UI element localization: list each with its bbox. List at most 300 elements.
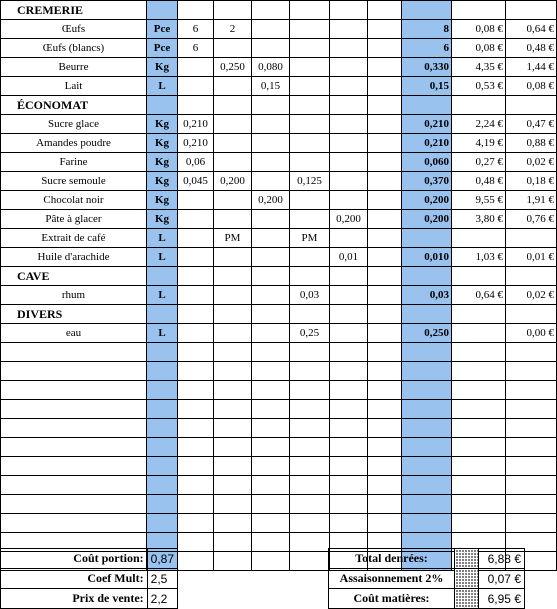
unit-price-cell[interactable] — [452, 343, 506, 362]
qty-cell[interactable] — [330, 476, 368, 495]
qty-cell[interactable] — [214, 96, 252, 115]
qty-cell[interactable] — [252, 514, 290, 533]
ingredient-name[interactable]: rhum — [1, 286, 147, 305]
qty-cell[interactable] — [178, 419, 214, 438]
qty-cell[interactable] — [214, 400, 252, 419]
unit-price-cell[interactable] — [452, 1, 506, 20]
qty-cell[interactable] — [330, 324, 368, 343]
name-cell[interactable] — [1, 362, 147, 381]
qty-cell[interactable] — [368, 286, 402, 305]
qty-cell[interactable] — [368, 419, 402, 438]
unit-price-cell[interactable] — [452, 514, 506, 533]
qty-cell[interactable] — [214, 362, 252, 381]
qty-cell[interactable] — [178, 533, 214, 552]
qty-cell[interactable]: 0,06 — [178, 153, 214, 172]
qty-cell[interactable] — [178, 495, 214, 514]
unit-price-cell[interactable] — [452, 381, 506, 400]
ingredient-name[interactable]: Lait — [1, 77, 147, 96]
qty-cell[interactable] — [290, 248, 330, 267]
qty-cell[interactable] — [178, 267, 214, 286]
unit-price-cell[interactable] — [452, 324, 506, 343]
qty-cell[interactable]: PM — [214, 229, 252, 248]
unit-price-cell[interactable] — [452, 419, 506, 438]
qty-cell[interactable] — [290, 153, 330, 172]
qty-cell[interactable] — [214, 533, 252, 552]
unit-cell[interactable] — [147, 96, 178, 115]
unit-cell[interactable] — [147, 381, 178, 400]
qty-cell[interactable] — [178, 191, 214, 210]
total-qty-cell[interactable]: 0,010 — [402, 248, 452, 267]
qty-cell[interactable] — [290, 343, 330, 362]
total-qty-cell[interactable]: 8 — [402, 20, 452, 39]
qty-cell[interactable] — [214, 134, 252, 153]
qty-cell[interactable]: 0,045 — [178, 172, 214, 191]
qty-cell[interactable] — [252, 134, 290, 153]
total-qty-cell[interactable] — [402, 381, 452, 400]
ingredient-name[interactable]: Extrait de café — [1, 229, 147, 248]
cost-cell[interactable]: 0,02 € — [506, 286, 557, 305]
unit-price-cell[interactable]: 3,80 € — [452, 210, 506, 229]
unit-cell[interactable]: Kg — [147, 134, 178, 153]
qty-cell[interactable] — [368, 514, 402, 533]
cost-cell[interactable] — [506, 267, 557, 286]
qty-cell[interactable]: 6 — [178, 39, 214, 58]
qty-cell[interactable]: 0,25 — [290, 324, 330, 343]
unit-price-cell[interactable]: 1,03 € — [452, 248, 506, 267]
qty-cell[interactable] — [178, 457, 214, 476]
unit-cell[interactable] — [147, 1, 178, 20]
qty-cell[interactable] — [252, 210, 290, 229]
cost-cell[interactable] — [506, 476, 557, 495]
unit-cell[interactable]: L — [147, 77, 178, 96]
qty-cell[interactable] — [330, 381, 368, 400]
name-cell[interactable] — [1, 419, 147, 438]
qty-cell[interactable] — [252, 343, 290, 362]
ingredient-name[interactable]: Pâte à glacer — [1, 210, 147, 229]
qty-cell[interactable] — [290, 1, 330, 20]
qty-cell[interactable] — [252, 39, 290, 58]
qty-cell[interactable] — [252, 476, 290, 495]
qty-cell[interactable]: 0,01 — [330, 248, 368, 267]
unit-price-cell[interactable]: 0,08 € — [452, 20, 506, 39]
qty-cell[interactable] — [290, 210, 330, 229]
name-cell[interactable] — [1, 457, 147, 476]
qty-cell[interactable]: 0,200 — [214, 172, 252, 191]
unit-cell[interactable] — [147, 267, 178, 286]
unit-cell[interactable]: Kg — [147, 153, 178, 172]
qty-cell[interactable] — [290, 134, 330, 153]
qty-cell[interactable] — [214, 495, 252, 514]
unit-price-cell[interactable] — [452, 438, 506, 457]
unit-price-cell[interactable]: 9,55 € — [452, 191, 506, 210]
qty-cell[interactable] — [330, 96, 368, 115]
qty-cell[interactable] — [368, 343, 402, 362]
cost-cell[interactable] — [506, 343, 557, 362]
qty-cell[interactable]: 2 — [214, 20, 252, 39]
qty-cell[interactable] — [290, 58, 330, 77]
qty-cell[interactable] — [178, 96, 214, 115]
qty-cell[interactable] — [368, 267, 402, 286]
cost-cell[interactable]: 1,91 € — [506, 191, 557, 210]
qty-cell[interactable] — [214, 77, 252, 96]
qty-cell[interactable] — [252, 362, 290, 381]
total-qty-cell[interactable]: 0,210 — [402, 115, 452, 134]
qty-cell[interactable] — [330, 153, 368, 172]
qty-cell[interactable] — [214, 419, 252, 438]
name-cell[interactable] — [1, 495, 147, 514]
qty-cell[interactable] — [214, 457, 252, 476]
qty-cell[interactable] — [252, 305, 290, 324]
unit-price-cell[interactable] — [452, 229, 506, 248]
qty-cell[interactable] — [178, 248, 214, 267]
unit-price-cell[interactable] — [452, 476, 506, 495]
qty-cell[interactable] — [290, 476, 330, 495]
total-qty-cell[interactable]: 0,370 — [402, 172, 452, 191]
qty-cell[interactable] — [178, 229, 214, 248]
qty-cell[interactable] — [178, 343, 214, 362]
unit-cell[interactable]: Pce — [147, 20, 178, 39]
qty-cell[interactable] — [330, 172, 368, 191]
qty-cell[interactable]: 0,200 — [252, 191, 290, 210]
qty-cell[interactable]: 6 — [178, 20, 214, 39]
qty-cell[interactable] — [178, 381, 214, 400]
total-qty-cell[interactable]: 0,03 — [402, 286, 452, 305]
cost-cell[interactable] — [506, 229, 557, 248]
qty-cell[interactable] — [368, 457, 402, 476]
qty-cell[interactable] — [290, 400, 330, 419]
total-qty-cell[interactable] — [402, 305, 452, 324]
name-cell[interactable] — [1, 514, 147, 533]
total-qty-cell[interactable]: 0,200 — [402, 210, 452, 229]
unit-price-cell[interactable]: 4,19 € — [452, 134, 506, 153]
qty-cell[interactable] — [214, 153, 252, 172]
qty-cell[interactable] — [252, 115, 290, 134]
cost-cell[interactable]: 0,18 € — [506, 172, 557, 191]
qty-cell[interactable] — [330, 343, 368, 362]
qty-cell[interactable] — [368, 153, 402, 172]
qty-cell[interactable] — [330, 400, 368, 419]
qty-cell[interactable] — [214, 191, 252, 210]
cost-cell[interactable]: 0,01 € — [506, 248, 557, 267]
qty-cell[interactable] — [214, 476, 252, 495]
name-cell[interactable] — [1, 381, 147, 400]
unit-cell[interactable] — [147, 400, 178, 419]
qty-cell[interactable] — [214, 305, 252, 324]
cost-cell[interactable] — [506, 400, 557, 419]
qty-cell[interactable]: 0,210 — [178, 115, 214, 134]
qty-cell[interactable] — [368, 20, 402, 39]
qty-cell[interactable]: 0,210 — [178, 134, 214, 153]
unit-price-cell[interactable]: 0,64 € — [452, 286, 506, 305]
cost-cell[interactable]: 0,08 € — [506, 77, 557, 96]
qty-cell[interactable] — [178, 362, 214, 381]
qty-cell[interactable] — [330, 1, 368, 20]
name-cell[interactable] — [1, 476, 147, 495]
qty-cell[interactable] — [290, 115, 330, 134]
unit-cell[interactable] — [147, 514, 178, 533]
qty-cell[interactable] — [330, 267, 368, 286]
qty-cell[interactable] — [368, 381, 402, 400]
qty-cell[interactable] — [368, 495, 402, 514]
qty-cell[interactable] — [178, 77, 214, 96]
ingredient-name[interactable]: Œufs (blancs) — [1, 39, 147, 58]
total-qty-cell[interactable]: 0,200 — [402, 191, 452, 210]
unit-price-cell[interactable] — [452, 96, 506, 115]
qty-cell[interactable] — [178, 1, 214, 20]
unit-cell[interactable] — [147, 419, 178, 438]
qty-cell[interactable]: 0,250 — [214, 58, 252, 77]
total-qty-cell[interactable] — [402, 1, 452, 20]
qty-cell[interactable] — [290, 438, 330, 457]
total-qty-cell[interactable] — [402, 419, 452, 438]
qty-cell[interactable] — [214, 514, 252, 533]
qty-cell[interactable] — [214, 248, 252, 267]
qty-cell[interactable]: 0,125 — [290, 172, 330, 191]
qty-cell[interactable] — [368, 172, 402, 191]
qty-cell[interactable] — [290, 305, 330, 324]
cost-cell[interactable]: 0,02 € — [506, 153, 557, 172]
qty-cell[interactable] — [214, 438, 252, 457]
ingredient-name[interactable]: Sucre glace — [1, 115, 147, 134]
qty-cell[interactable] — [290, 533, 330, 552]
ingredient-name[interactable]: Farine — [1, 153, 147, 172]
qty-cell[interactable] — [330, 495, 368, 514]
qty-cell[interactable] — [368, 438, 402, 457]
qty-cell[interactable] — [178, 476, 214, 495]
qty-cell[interactable] — [252, 229, 290, 248]
unit-price-cell[interactable] — [452, 495, 506, 514]
qty-cell[interactable] — [214, 286, 252, 305]
qty-cell[interactable] — [290, 419, 330, 438]
qty-cell[interactable] — [290, 362, 330, 381]
qty-cell[interactable] — [368, 324, 402, 343]
qty-cell[interactable] — [178, 552, 214, 571]
qty-cell[interactable] — [330, 39, 368, 58]
qty-cell[interactable] — [368, 229, 402, 248]
qty-cell[interactable] — [330, 77, 368, 96]
qty-cell[interactable] — [178, 400, 214, 419]
qty-cell[interactable] — [290, 457, 330, 476]
total-qty-cell[interactable]: 0,330 — [402, 58, 452, 77]
cost-cell[interactable] — [506, 96, 557, 115]
unit-price-cell[interactable]: 0,48 € — [452, 172, 506, 191]
qty-cell[interactable] — [252, 381, 290, 400]
qty-cell[interactable] — [368, 1, 402, 20]
unit-cell[interactable] — [147, 343, 178, 362]
total-qty-cell[interactable] — [402, 495, 452, 514]
qty-cell[interactable] — [368, 305, 402, 324]
unit-cell[interactable]: Kg — [147, 191, 178, 210]
unit-cell[interactable]: L — [147, 324, 178, 343]
qty-cell[interactable] — [214, 343, 252, 362]
qty-cell[interactable] — [368, 39, 402, 58]
ingredient-name[interactable]: Beurre — [1, 58, 147, 77]
qty-cell[interactable]: 0,080 — [252, 58, 290, 77]
total-qty-cell[interactable]: 0,15 — [402, 77, 452, 96]
qty-cell[interactable] — [290, 20, 330, 39]
qty-cell[interactable] — [368, 58, 402, 77]
total-qty-cell[interactable] — [402, 229, 452, 248]
total-qty-cell[interactable] — [402, 514, 452, 533]
qty-cell[interactable] — [252, 400, 290, 419]
unit-price-cell[interactable]: 0,08 € — [452, 39, 506, 58]
qty-cell[interactable] — [330, 58, 368, 77]
total-qty-cell[interactable]: 0,250 — [402, 324, 452, 343]
cost-cell[interactable]: 0,47 € — [506, 115, 557, 134]
qty-cell[interactable] — [290, 552, 330, 571]
qty-cell[interactable] — [252, 495, 290, 514]
unit-cell[interactable] — [147, 476, 178, 495]
qty-cell[interactable] — [178, 324, 214, 343]
total-qty-cell[interactable]: 0,210 — [402, 134, 452, 153]
qty-cell[interactable] — [290, 514, 330, 533]
unit-cell[interactable]: Kg — [147, 58, 178, 77]
qty-cell[interactable] — [330, 191, 368, 210]
cost-cell[interactable]: 0,00 € — [506, 324, 557, 343]
qty-cell[interactable] — [178, 514, 214, 533]
qty-cell[interactable] — [330, 438, 368, 457]
qty-cell[interactable] — [368, 134, 402, 153]
unit-cell[interactable] — [147, 362, 178, 381]
unit-cell[interactable] — [147, 438, 178, 457]
ingredient-name[interactable]: Sucre semoule — [1, 172, 147, 191]
unit-cell[interactable] — [147, 457, 178, 476]
qty-cell[interactable] — [252, 438, 290, 457]
qty-cell[interactable] — [252, 286, 290, 305]
total-qty-cell[interactable] — [402, 267, 452, 286]
qty-cell[interactable] — [214, 381, 252, 400]
qty-cell[interactable] — [252, 172, 290, 191]
unit-price-cell[interactable] — [452, 362, 506, 381]
total-qty-cell[interactable] — [402, 400, 452, 419]
qty-cell[interactable] — [330, 286, 368, 305]
qty-cell[interactable] — [252, 419, 290, 438]
qty-cell[interactable] — [290, 381, 330, 400]
qty-cell[interactable] — [368, 77, 402, 96]
qty-cell[interactable] — [368, 210, 402, 229]
ingredient-name[interactable]: Œufs — [1, 20, 147, 39]
unit-cell[interactable]: Pce — [147, 39, 178, 58]
unit-cell[interactable]: Kg — [147, 172, 178, 191]
unit-cell[interactable]: Kg — [147, 210, 178, 229]
cost-cell[interactable] — [506, 438, 557, 457]
unit-price-cell[interactable]: 2,24 € — [452, 115, 506, 134]
qty-cell[interactable] — [252, 457, 290, 476]
total-qty-cell[interactable] — [402, 362, 452, 381]
qty-cell[interactable] — [368, 248, 402, 267]
unit-cell[interactable]: L — [147, 286, 178, 305]
qty-cell[interactable] — [178, 438, 214, 457]
cost-cell[interactable] — [506, 419, 557, 438]
qty-cell[interactable] — [178, 210, 214, 229]
cost-cell[interactable]: 0,48 € — [506, 39, 557, 58]
qty-cell[interactable] — [368, 476, 402, 495]
qty-cell[interactable] — [368, 362, 402, 381]
qty-cell[interactable] — [330, 115, 368, 134]
qty-cell[interactable] — [368, 96, 402, 115]
unit-cell[interactable]: L — [147, 229, 178, 248]
cost-cell[interactable]: 0,76 € — [506, 210, 557, 229]
qty-cell[interactable] — [330, 514, 368, 533]
qty-cell[interactable] — [330, 134, 368, 153]
qty-cell[interactable] — [214, 210, 252, 229]
qty-cell[interactable] — [290, 96, 330, 115]
qty-cell[interactable] — [214, 552, 252, 571]
qty-cell[interactable] — [252, 153, 290, 172]
cost-cell[interactable] — [506, 457, 557, 476]
total-qty-cell[interactable] — [402, 96, 452, 115]
name-cell[interactable] — [1, 438, 147, 457]
qty-cell[interactable] — [290, 77, 330, 96]
qty-cell[interactable] — [252, 324, 290, 343]
total-qty-cell[interactable] — [402, 476, 452, 495]
qty-cell[interactable] — [252, 552, 290, 571]
cost-cell[interactable] — [506, 514, 557, 533]
cost-cell[interactable]: 0,64 € — [506, 20, 557, 39]
unit-price-cell[interactable] — [452, 400, 506, 419]
total-qty-cell[interactable] — [402, 457, 452, 476]
qty-cell[interactable] — [330, 457, 368, 476]
qty-cell[interactable]: PM — [290, 229, 330, 248]
qty-cell[interactable] — [214, 267, 252, 286]
qty-cell[interactable] — [252, 1, 290, 20]
qty-cell[interactable] — [368, 400, 402, 419]
name-cell[interactable] — [1, 343, 147, 362]
qty-cell[interactable] — [290, 39, 330, 58]
cost-cell[interactable]: 0,88 € — [506, 134, 557, 153]
qty-cell[interactable] — [178, 286, 214, 305]
cost-cell[interactable] — [506, 362, 557, 381]
total-qty-cell[interactable]: 6 — [402, 39, 452, 58]
qty-cell[interactable] — [330, 419, 368, 438]
cost-cell[interactable] — [506, 495, 557, 514]
qty-cell[interactable]: 0,15 — [252, 77, 290, 96]
qty-cell[interactable] — [368, 191, 402, 210]
qty-cell[interactable] — [214, 39, 252, 58]
total-qty-cell[interactable] — [402, 343, 452, 362]
qty-cell[interactable] — [252, 533, 290, 552]
unit-price-cell[interactable]: 0,27 € — [452, 153, 506, 172]
qty-cell[interactable] — [214, 115, 252, 134]
ingredient-name[interactable]: Amandes poudre — [1, 134, 147, 153]
unit-price-cell[interactable] — [452, 305, 506, 324]
name-cell[interactable] — [1, 400, 147, 419]
qty-cell[interactable]: 0,03 — [290, 286, 330, 305]
unit-price-cell[interactable]: 4,35 € — [452, 58, 506, 77]
ingredient-name[interactable]: eau — [1, 324, 147, 343]
qty-cell[interactable] — [252, 20, 290, 39]
qty-cell[interactable] — [178, 58, 214, 77]
total-qty-cell[interactable]: 0,060 — [402, 153, 452, 172]
qty-cell[interactable] — [290, 191, 330, 210]
unit-cell[interactable] — [147, 305, 178, 324]
qty-cell[interactable]: 0,200 — [330, 210, 368, 229]
qty-cell[interactable] — [178, 305, 214, 324]
qty-cell[interactable] — [330, 362, 368, 381]
qty-cell[interactable] — [330, 305, 368, 324]
unit-cell[interactable]: Kg — [147, 115, 178, 134]
qty-cell[interactable] — [330, 229, 368, 248]
qty-cell[interactable] — [214, 324, 252, 343]
ingredient-name[interactable]: Chocolat noir — [1, 191, 147, 210]
qty-cell[interactable] — [368, 115, 402, 134]
qty-cell[interactable] — [290, 495, 330, 514]
unit-cell[interactable] — [147, 495, 178, 514]
unit-price-cell[interactable]: 0,53 € — [452, 77, 506, 96]
cost-cell[interactable] — [506, 1, 557, 20]
qty-cell[interactable] — [330, 20, 368, 39]
qty-cell[interactable] — [252, 248, 290, 267]
